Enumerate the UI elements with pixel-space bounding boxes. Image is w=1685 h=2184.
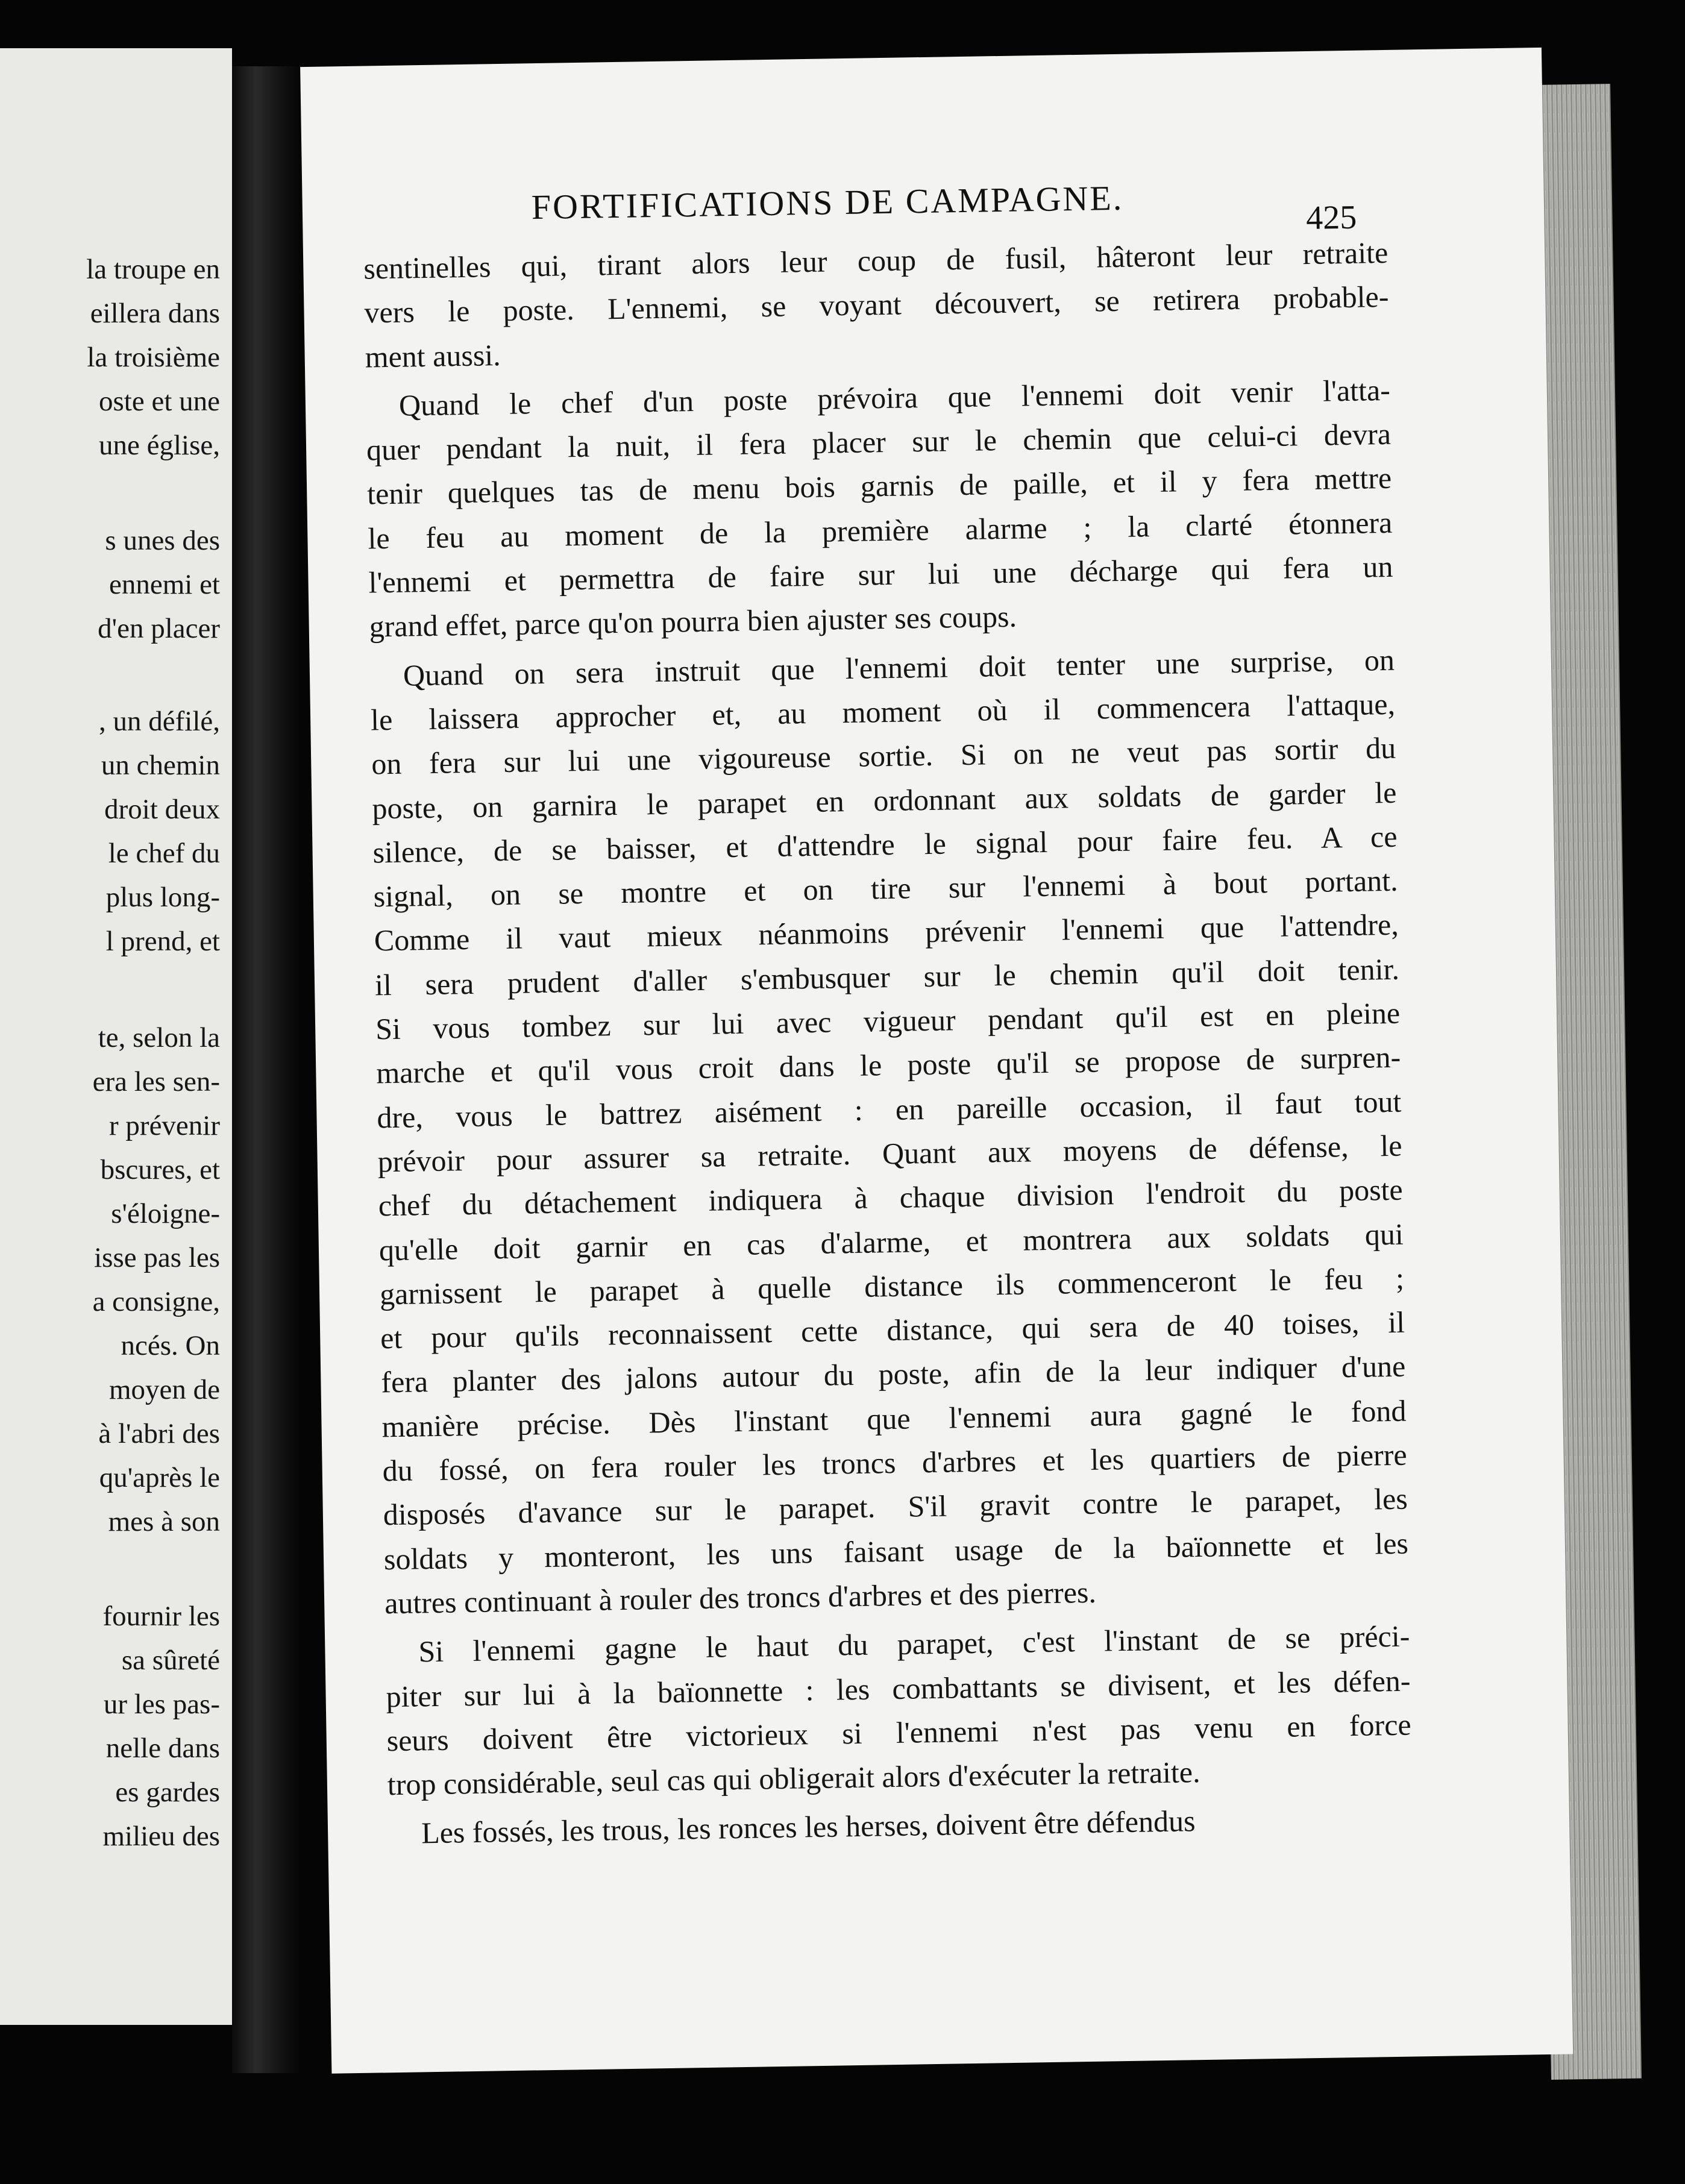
left-page-line: un chemin [101,750,220,781]
text-line: Quand on sera instruit que l'ennemi doit tenter une surprise, on [403,642,1395,692]
left-page-line: milieu des [102,1821,220,1852]
paragraph [365,368,1394,649]
left-page-line: eillera dans [90,298,220,329]
left-page-line: d'en placer [98,613,220,644]
text-line: chef du détachement indiquera à chaque division l'endroit du poste [378,1172,1404,1223]
text-line: piter sur lui à la baïonnette : les combattants se divisent, et les défen- [386,1663,1411,1713]
text-line: il sera prudent d'aller s'embusquer sur le chemin qu'il doit tenir. [374,952,1400,1002]
left-page-line: moyen de [108,1374,220,1405]
body-text [363,231,1413,1861]
left-page-line: une église, [99,430,220,461]
text-line: soldats y monteront, les uns faisant usage de la baïonnette et les [383,1526,1409,1576]
text-line: on fera sur lui une vigoureuse sortie. Si on ne veut pas sortir du [371,731,1396,781]
text-line: du fossé, on fera rouler les troncs d'arbres et les quartiers de pierre [382,1437,1407,1488]
book-gutter [232,66,300,2073]
left-page-line: , un défilé, [99,706,220,737]
left-page-line: plus long- [105,882,220,913]
text-line: disposés d'avance sur le parapet. S'il gravit contre le parapet, les [383,1481,1408,1532]
left-page-line: mes à son [108,1506,220,1537]
text-line: Quand le chef d'un poste prévoira que l'ennemi doit venir l'atta- [398,372,1391,422]
text-line: manière précise. Dès l'instant que l'ennemi aura gagné le fond [381,1393,1407,1444]
left-page-line: es gardes [115,1777,220,1808]
text-line: dre, vous le battrez aisément : en pareille occasion, il faut tout [377,1084,1402,1135]
left-page-line: s unes des [105,525,220,556]
left-page-line: te, selon la [98,1022,220,1053]
text-line: seurs doivent être victorieux si l'ennemi n'est pas venu en force [386,1707,1411,1758]
paragraph [369,638,1409,1625]
text-line: garnissent le parapet à quelle distance ils commenceront le feu ; [379,1261,1405,1311]
text-line: quer pendant la nuit, il fera placer sur le chemin que celui-ci devra [366,417,1392,467]
text-line: signal, on se montre et on tire sur l'ennemi à bout portant. [373,863,1398,914]
left-page-line: bscures, et [100,1154,220,1185]
left-page-fragment [0,48,232,2025]
running-head: FORTIFICATIONS DE CAMPAGNE. [531,178,1124,227]
left-page-line: sa sûreté [121,1645,220,1676]
left-page-line: fournir les [102,1601,220,1632]
text-line: tenir quelques tas de menu bois garnis de paille, et il y fera mettre [366,461,1392,512]
left-page-line: le chef du [108,838,220,869]
page-number: 425 [1305,198,1357,237]
left-page-line: la troupe en [86,254,220,285]
text-line: trop considérable, seul cas qui obligerait alors d'exécuter la retraite. [387,1755,1200,1802]
text-line: poste, on garnira le parapet en ordonnant aux soldats de garder le [372,775,1397,826]
left-page-line: qu'après le [99,1462,220,1493]
left-page-line: nelle dans [105,1733,220,1764]
text-line: autres continuant à rouler des troncs d'arbres et des pierres. [384,1575,1097,1621]
left-page-line: droit deux [104,794,220,825]
text-line: ment aussi. [365,337,501,374]
text-line: le feu au moment de la première alarme ; la clarté étonnera [367,505,1393,556]
paragraph [363,231,1390,380]
paragraph [385,1614,1412,1807]
text-line: Comme il vaut mieux néanmoins prévenir l'ennemi que l'attendre, [374,908,1399,958]
left-page-line: r prévenir [109,1110,220,1141]
text-line: qu'elle doit garnir en cas d'alarme, et montrera aux soldats qui [378,1217,1404,1267]
left-page-line: ennemi et [108,569,220,600]
left-page-line: a consigne, [92,1286,220,1317]
left-page-line: s'éloigne- [111,1198,220,1229]
text-line: Si l'ennemi gagne le haut du parapet, c'est l'instant de se préci- [418,1619,1410,1669]
text-line: silence, de se baisser, et d'attendre le signal pour faire feu. A ce [372,819,1398,870]
left-page-line: la troisième [87,342,220,373]
text-line: Si vous tombez sur lui avec vigueur pendant qu'il est en pleine [375,996,1401,1046]
text-line: sentinelles qui, tirant alors leur coup de fusil, hâteront leur retraite [363,235,1388,286]
text-line: et pour qu'ils reconnaissent cette distance, qui sera de 40 toises, il [380,1305,1405,1355]
text-line: marche et qu'il vous croit dans le poste qu'il se propose de surpren- [375,1040,1401,1090]
left-page-line: l prend, et [105,926,220,957]
text-line: Les fossés, les trous, les ronces les herses, doivent être défendus [421,1804,1196,1850]
left-page-line: ur les pas- [103,1689,220,1720]
left-page-line: era les sen- [92,1066,220,1097]
left-page-line: oste et une [99,386,220,417]
text-line: l'ennemi et permettra de faire sur lui une décharge qui fera un [368,549,1393,600]
text-line: fera planter des jalons autour du poste, afin de la leur indiquer d'une [380,1349,1406,1399]
text-line: le laissera approcher et, au moment où il commencera l'attaque, [370,686,1396,737]
right-page [300,48,1573,2074]
left-page-line: isse pas les [94,1242,220,1273]
paragraph [388,1796,1413,1856]
text-line: grand effet, parce qu'on pourra bien ajuster ses coups. [369,599,1017,644]
text-line: prévoir pour assurer sa retraite. Quant aux moyens de défense, le [377,1128,1402,1179]
text-line: vers le poste. L'ennemi, se voyant découvert, se retirera probable- [364,280,1389,330]
left-page-line: à l'abri des [98,1418,220,1449]
left-page-line: ncés. On [121,1330,220,1361]
